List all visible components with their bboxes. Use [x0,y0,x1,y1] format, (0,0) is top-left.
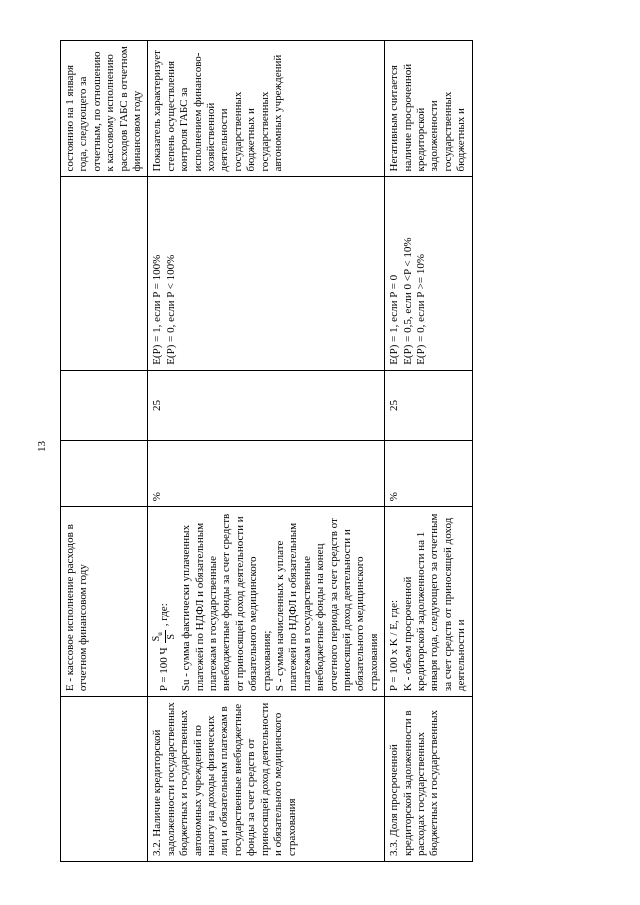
cell-evaluation [148,177,385,370]
formula-left: P = 100 Ч [158,647,171,692]
table-row-3-3 [385,41,472,862]
indicator-name: 3.3. Доля просроченной кредиторской задолженности в расходах государственных бюджетных и государственных [388,709,441,856]
formula-fraction [151,630,178,643]
cell-unit: % [148,441,385,507]
formula: P = 100 x K / E, где: [388,599,401,692]
cell-unit: % [385,441,472,507]
formula-variable-k: K - объем просроченной кредиторской задолженности на 1 января года, следующего за отчетным за счет средств от приносящей доход деятельности и [401,513,468,692]
cell-unit [61,441,148,507]
evaluation-rule: E(P) = 1, если P = 0 [388,274,401,365]
comment-text: Показатель характеризует степень осуществления контроля ГАБС за исполнением финансово-хозяйственной деятельности государственных бюджетных и государственных автономных учреждений [151,50,285,172]
cell-evaluation [385,177,472,370]
fraction-numerator: S [151,635,163,642]
cell-weight [61,370,148,441]
table-row-continuation [61,41,148,862]
evaluation-rule: E(P) = 0, если P < 100% [164,254,177,365]
fraction-numerator-sub: u [156,632,165,636]
cell-weight: 25 [148,370,385,441]
indicator-name: 3.2. Наличие кредиторской задолженности государственных бюджетных и государственных автономных учреждений по налогу на доходы физических лиц и обязательным платежам в государственные внебюджетные фонды за счет средств от приносящей доход деятельности и обязательного медицинского страхования [151,702,298,856]
cell-name [61,697,148,862]
comment-text: состоянию на 1 января года, следующего за отчетным, по отношению к кассовому исполнению расходов ГАБС в отчетном финансовом году [64,46,144,172]
cell-evaluation [61,177,148,370]
formula [151,512,178,691]
cell-comment [385,41,472,178]
formula-description: E - кассовое исполнение расходов в отчетном финансовом году [64,524,90,692]
indicators-table [60,40,473,862]
cell-formula [61,507,148,697]
cell-comment [148,41,385,178]
cell-name [385,697,472,862]
page-number: 13 [36,441,48,452]
comment-text: Негативным считается наличие просроченной кредиторской задолженности государственных бюджетных и [388,63,468,172]
evaluation-rule: E(P) = 0,5, если 0 <P < 10% [401,237,414,365]
table-row-3-2 [148,41,385,862]
cell-formula [148,507,385,697]
cell-name [148,697,385,862]
formula-variable-su: Su - сумма фактически уплаченных платежей по НДФЛ и обязательным платежам в государственные внебюджетные фонды за счет средств от приносящей доход деятельности и обязательного медицинского страхования; [180,513,273,692]
evaluation-rule: E(P) = 1, если P = 100% [151,254,164,365]
cell-comment [61,41,148,178]
cell-formula [385,507,472,697]
fraction-denominator: S [165,634,177,640]
rotated-table-wrapper [60,40,580,862]
formula-right: , где: [158,603,171,627]
evaluation-rule: E(P) = 0, если P >= 10% [415,253,428,365]
formula-variable-s: S - сумма начисленных к уплате платежей по НДФЛ и обязательным платежам в государственные внебюджетные фонды на конец отчетного периода за счет средств от приносящей доход деятельности и обязательного медицинского страхования [274,518,380,692]
cell-weight: 25 [385,370,472,441]
